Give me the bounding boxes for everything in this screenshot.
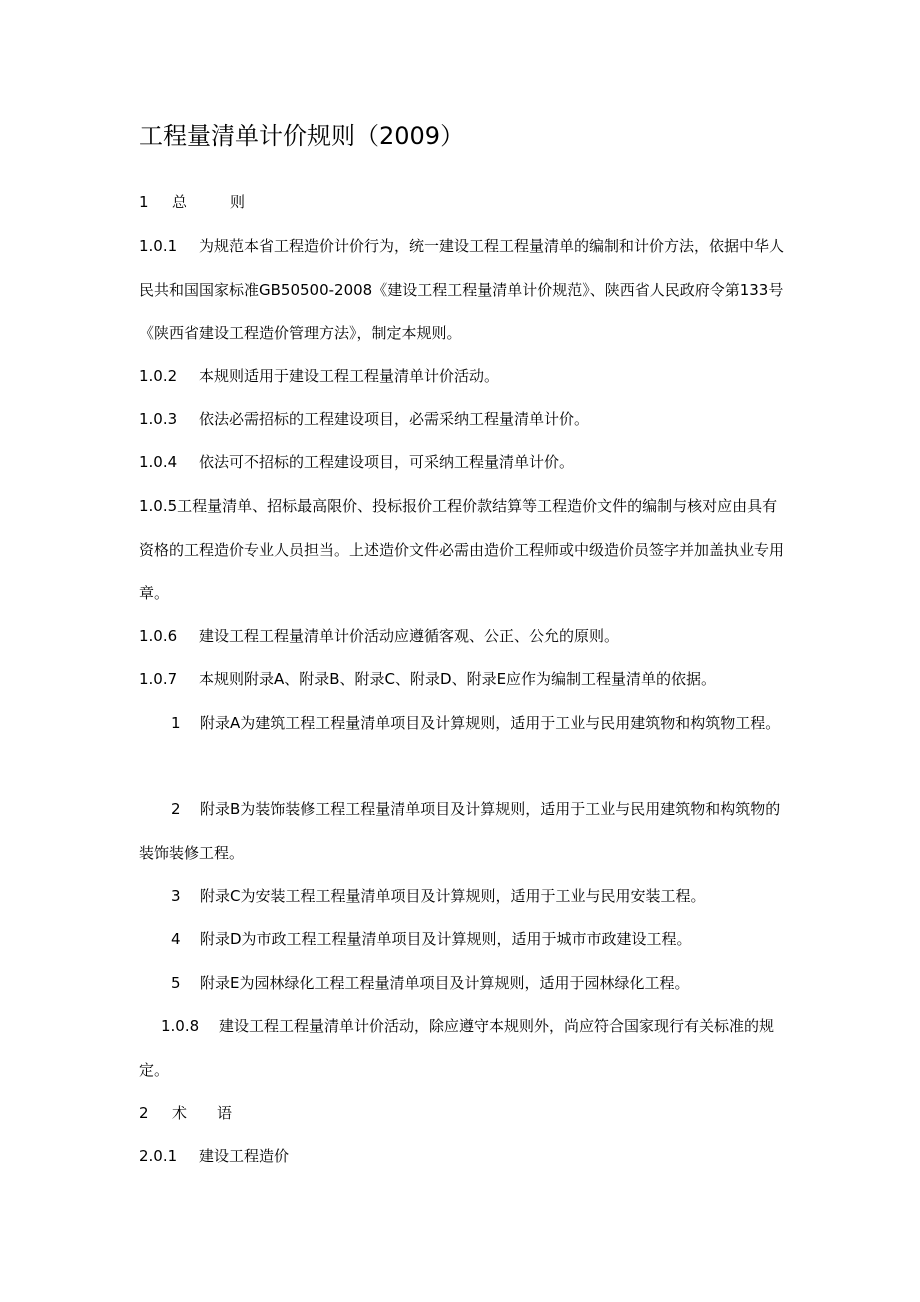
clause-1-0-6 [139,615,785,659]
chapter-1-heading [139,181,785,225]
clause-1-0-7 [139,658,785,702]
item-number: 1 [171,714,181,732]
item-text: 附录C为安装工程工程量清单项目及计算规则，适用于工业与民用安装工程。 [200,887,706,905]
clause-number: 1.0.8 [161,1017,200,1035]
clause-number: 1.0.3 [139,410,178,428]
appendix-item-2 [139,788,785,875]
clause-text: 为规范本省工程造价计价行为，统一建设工程工程量清单的编制和计价方法，依据中华人民共和国国家标准GB50500-2008《建设工程工程量清单计价规范》、陕西省人民政府令第133号《陕西省建设工程造价管理方法》，制定本规则。 [139,237,785,342]
appendix-item-4 [139,918,785,962]
item-text: 附录E为园林绿化工程工程量清单项目及计算规则，适用于园林绿化工程。 [200,974,690,992]
appendix-item-5 [139,962,785,1006]
clause-number: 2.0.1 [139,1147,178,1165]
clause-1-0-1 [139,225,785,356]
heading-char: 总 [172,193,188,211]
clause-1-0-3 [139,398,785,442]
item-number: 4 [171,930,181,948]
item-number: 2 [171,800,181,818]
clause-1-0-2 [139,355,785,399]
item-number: 5 [171,974,181,992]
clause-number: 1.0.7 [139,670,178,688]
item-text: 附录A为建筑工程工程量清单项目及计算规则，适用于工业与民用建筑物和构筑物工程。 [200,714,781,732]
clause-text: 工程量清单、招标最高限价、投标报价工程价款结算等工程造价文件的编制与核对应由具有资格的工程造价专业人员担当。上述造价文件必需由造价工程师或中级造价员签字并加盖执业专用章。 [139,497,785,602]
clause-text: 依法必需招标的工程建设项目，必需采纳工程量清单计价。 [199,410,590,428]
clause-text: 建设工程造价 [199,1147,290,1165]
clause-text: 依法可不招标的工程建设项目，可采纳工程量清单计价。 [199,453,575,471]
clause-text: 本规则适用于建设工程工程量清单计价活动。 [199,367,500,385]
heading-char: 术 [172,1104,188,1122]
chapter-number: 1 [139,193,149,211]
heading-char: 则 [230,193,246,211]
item-number: 3 [171,887,181,905]
chapter-2-heading [139,1092,785,1136]
document-title: 工程量清单计价规则（2009） [139,122,465,150]
clause-1-0-4 [139,441,785,485]
clause-number: 1.0.5 [139,497,178,515]
chapter-number: 2 [139,1104,149,1122]
clause-number: 1.0.2 [139,367,178,385]
clause-number: 1.0.6 [139,627,178,645]
clause-1-0-5 [139,485,785,616]
clause-1-0-8 [139,1005,785,1092]
clause-2-0-1 [139,1135,785,1179]
item-text: 附录D为市政工程工程量清单项目及计算规则，适用于城市市政建设工程。 [200,930,692,948]
clause-text: 建设工程工程量清单计价活动应遵循客观、公正、公允的原则。 [199,627,620,645]
item-text: 附录B为装饰装修工程工程量清单项目及计算规则，适用于工业与民用建筑物和构筑物的装饰装修工程。 [139,800,781,862]
clause-number: 1.0.4 [139,453,178,471]
clause-text: 本规则附录A、附录B、附录C、附录D、附录E应作为编制工程量清单的依据。 [199,670,717,688]
heading-char: 语 [217,1104,233,1122]
appendix-item-1 [139,702,785,746]
clause-text: 建设工程工程量清单计价活动，除应遵守本规则外，尚应符合国家现行有关标准的规定。 [139,1017,775,1079]
appendix-item-3 [139,875,785,919]
clause-number: 1.0.1 [139,237,178,255]
